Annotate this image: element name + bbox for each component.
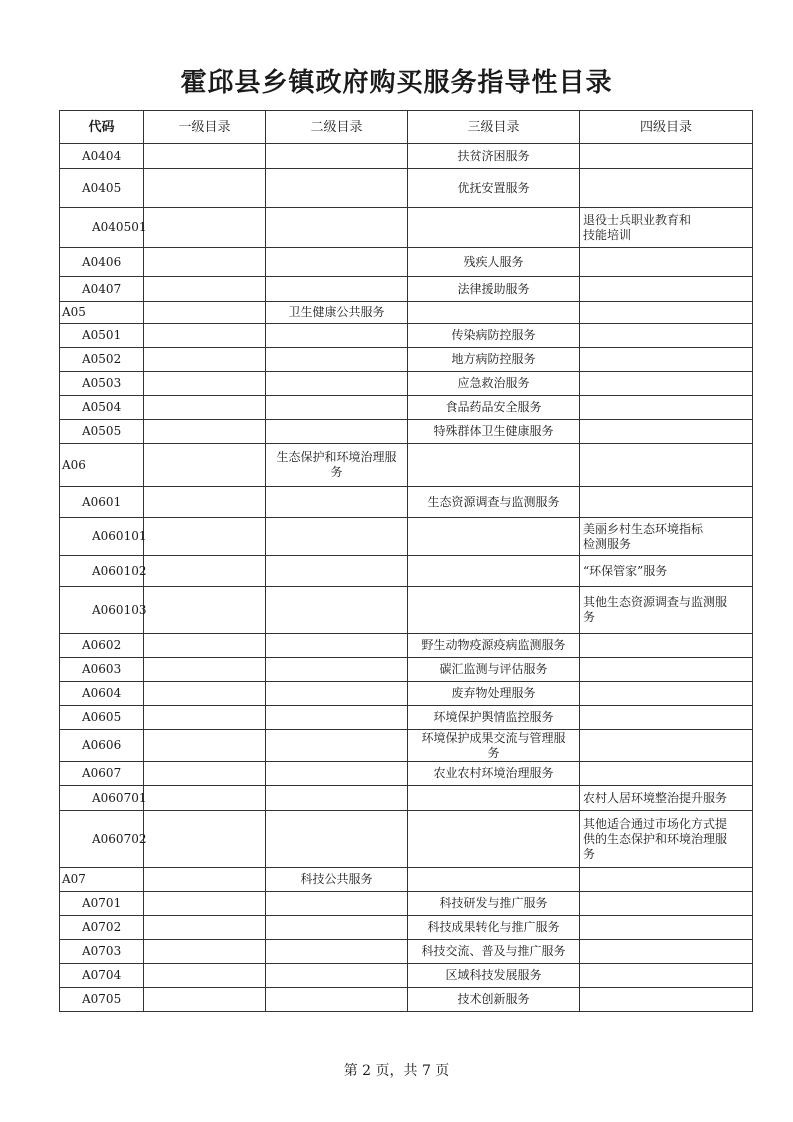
code-cell: A060702 bbox=[60, 811, 144, 868]
level4-cell bbox=[580, 444, 753, 487]
level3-cell: 科技成果转化与推广服务 bbox=[408, 916, 580, 940]
level2-cell bbox=[266, 396, 408, 420]
level3-cell: 环境保护舆情监控服务 bbox=[408, 706, 580, 730]
level2-cell bbox=[266, 144, 408, 169]
code-cell: A0702 bbox=[60, 916, 144, 940]
code-cell: A0405 bbox=[60, 169, 144, 208]
level4-cell bbox=[580, 396, 753, 420]
table-row bbox=[60, 248, 753, 277]
table-row bbox=[60, 811, 753, 868]
level4-cell bbox=[580, 730, 753, 762]
level4-cell bbox=[580, 706, 753, 730]
level1-cell bbox=[144, 248, 266, 277]
level1-cell bbox=[144, 706, 266, 730]
level3-cell bbox=[408, 811, 580, 868]
level4-cell bbox=[580, 302, 753, 324]
code-cell: A0406 bbox=[60, 248, 144, 277]
level4-cell bbox=[580, 348, 753, 372]
level4-cell bbox=[580, 634, 753, 658]
level3-cell: 废弃物处理服务 bbox=[408, 682, 580, 706]
level1-cell bbox=[144, 487, 266, 518]
level1-cell bbox=[144, 208, 266, 248]
table-row bbox=[60, 682, 753, 706]
table-header-row bbox=[60, 111, 753, 144]
level3-cell bbox=[408, 556, 580, 587]
table-row bbox=[60, 372, 753, 396]
table-row bbox=[60, 988, 753, 1012]
code-cell: A0503 bbox=[60, 372, 144, 396]
level2-cell bbox=[266, 487, 408, 518]
level3-cell: 科技研发与推广服务 bbox=[408, 892, 580, 916]
level2-cell bbox=[266, 762, 408, 786]
level4-cell bbox=[580, 762, 753, 786]
header-level4: 四级目录 bbox=[580, 111, 753, 144]
code-cell: A0404 bbox=[60, 144, 144, 169]
level1-cell bbox=[144, 302, 266, 324]
level1-cell bbox=[144, 811, 266, 868]
table-row bbox=[60, 706, 753, 730]
table-row bbox=[60, 302, 753, 324]
level2-cell bbox=[266, 324, 408, 348]
level4-cell bbox=[580, 868, 753, 892]
level2-cell bbox=[266, 277, 408, 302]
level1-cell bbox=[144, 518, 266, 556]
level2-cell bbox=[266, 786, 408, 811]
table-row bbox=[60, 634, 753, 658]
table-row bbox=[60, 916, 753, 940]
level1-cell bbox=[144, 556, 266, 587]
level3-cell: 农业农村环境治理服务 bbox=[408, 762, 580, 786]
header-level1: 一级目录 bbox=[144, 111, 266, 144]
table-row bbox=[60, 396, 753, 420]
level3-cell: 生态资源调查与监测服务 bbox=[408, 487, 580, 518]
code-cell: A07 bbox=[60, 868, 144, 892]
level1-cell bbox=[144, 396, 266, 420]
level2-cell: 卫生健康公共服务 bbox=[266, 302, 408, 324]
level3-cell: 碳汇监测与评估服务 bbox=[408, 658, 580, 682]
level1-cell bbox=[144, 277, 266, 302]
level2-cell: 生态保护和环境治理服 务 bbox=[266, 444, 408, 487]
level3-cell: 扶贫济困服务 bbox=[408, 144, 580, 169]
level2-cell bbox=[266, 811, 408, 868]
table-row bbox=[60, 208, 753, 248]
table-row bbox=[60, 762, 753, 786]
code-cell: A0501 bbox=[60, 324, 144, 348]
level3-cell bbox=[408, 302, 580, 324]
table-row bbox=[60, 144, 753, 169]
level4-cell: 退役士兵职业教育和 技能培训 bbox=[580, 208, 753, 248]
code-cell: A0606 bbox=[60, 730, 144, 762]
code-cell: A0502 bbox=[60, 348, 144, 372]
level1-cell bbox=[144, 916, 266, 940]
code-cell: A0602 bbox=[60, 634, 144, 658]
catalog-table bbox=[59, 110, 753, 1012]
level2-cell bbox=[266, 372, 408, 396]
level4-cell: 农村人居环境整治提升服务 bbox=[580, 786, 753, 811]
level2-cell bbox=[266, 169, 408, 208]
header-level2: 二级目录 bbox=[266, 111, 408, 144]
level3-cell bbox=[408, 587, 580, 634]
table-row bbox=[60, 964, 753, 988]
table-row bbox=[60, 587, 753, 634]
level2-cell bbox=[266, 587, 408, 634]
level2-cell bbox=[266, 556, 408, 587]
level3-cell: 食品药品安全服务 bbox=[408, 396, 580, 420]
code-cell: A0505 bbox=[60, 420, 144, 444]
code-cell: A0705 bbox=[60, 988, 144, 1012]
level3-cell bbox=[408, 444, 580, 487]
table-row bbox=[60, 348, 753, 372]
table-row bbox=[60, 518, 753, 556]
level3-cell: 法律援助服务 bbox=[408, 277, 580, 302]
level2-cell bbox=[266, 988, 408, 1012]
level4-cell: “环保管家”服务 bbox=[580, 556, 753, 587]
code-cell: A0603 bbox=[60, 658, 144, 682]
level4-cell bbox=[580, 372, 753, 396]
level3-cell: 环境保护成果交流与管理服 务 bbox=[408, 730, 580, 762]
code-cell: A0607 bbox=[60, 762, 144, 786]
level3-cell: 区域科技发展服务 bbox=[408, 964, 580, 988]
code-cell: A0704 bbox=[60, 964, 144, 988]
code-cell: A0604 bbox=[60, 682, 144, 706]
level4-cell bbox=[580, 916, 753, 940]
level2-cell bbox=[266, 658, 408, 682]
header-level3: 三级目录 bbox=[408, 111, 580, 144]
level3-cell: 特殊群体卫生健康服务 bbox=[408, 420, 580, 444]
level4-cell: 其他生态资源调查与监测服 务 bbox=[580, 587, 753, 634]
level4-cell bbox=[580, 964, 753, 988]
level4-cell: 美丽乡村生态环境指标 检测服务 bbox=[580, 518, 753, 556]
level1-cell bbox=[144, 587, 266, 634]
level3-cell: 传染病防控服务 bbox=[408, 324, 580, 348]
level2-cell bbox=[266, 682, 408, 706]
level4-cell bbox=[580, 248, 753, 277]
table-row bbox=[60, 868, 753, 892]
level1-cell bbox=[144, 658, 266, 682]
level1-cell bbox=[144, 372, 266, 396]
level1-cell bbox=[144, 964, 266, 988]
level4-cell bbox=[580, 324, 753, 348]
level3-cell: 科技交流、普及与推广服务 bbox=[408, 940, 580, 964]
table-row bbox=[60, 786, 753, 811]
level1-cell bbox=[144, 420, 266, 444]
code-cell: A040501 bbox=[60, 208, 144, 248]
table-row bbox=[60, 169, 753, 208]
level4-cell bbox=[580, 277, 753, 302]
level2-cell bbox=[266, 940, 408, 964]
level2-cell bbox=[266, 518, 408, 556]
level1-cell bbox=[144, 940, 266, 964]
code-cell: A060101 bbox=[60, 518, 144, 556]
level4-cell bbox=[580, 682, 753, 706]
level3-cell: 地方病防控服务 bbox=[408, 348, 580, 372]
level4-cell bbox=[580, 892, 753, 916]
level2-cell bbox=[266, 634, 408, 658]
level4-cell bbox=[580, 169, 753, 208]
level2-cell bbox=[266, 420, 408, 444]
code-cell: A0703 bbox=[60, 940, 144, 964]
table-row bbox=[60, 324, 753, 348]
level3-cell bbox=[408, 786, 580, 811]
code-cell: A0504 bbox=[60, 396, 144, 420]
level2-cell bbox=[266, 916, 408, 940]
level3-cell: 应急救治服务 bbox=[408, 372, 580, 396]
table-row bbox=[60, 940, 753, 964]
level3-cell bbox=[408, 518, 580, 556]
level1-cell bbox=[144, 730, 266, 762]
level1-cell bbox=[144, 988, 266, 1012]
level1-cell bbox=[144, 682, 266, 706]
page-title: 霍邱县乡镇政府购买服务指导性目录 bbox=[180, 68, 613, 98]
level4-cell bbox=[580, 940, 753, 964]
level4-cell bbox=[580, 144, 753, 169]
level1-cell bbox=[144, 786, 266, 811]
level1-cell bbox=[144, 892, 266, 916]
level1-cell bbox=[144, 868, 266, 892]
level2-cell bbox=[266, 248, 408, 277]
table-row bbox=[60, 892, 753, 916]
level4-cell bbox=[580, 658, 753, 682]
code-cell: A060103 bbox=[60, 587, 144, 634]
code-cell: A0701 bbox=[60, 892, 144, 916]
code-cell: A0605 bbox=[60, 706, 144, 730]
code-cell: A060102 bbox=[60, 556, 144, 587]
level4-cell bbox=[580, 420, 753, 444]
level2-cell bbox=[266, 706, 408, 730]
level4-cell bbox=[580, 988, 753, 1012]
level2-cell bbox=[266, 730, 408, 762]
level3-cell bbox=[408, 208, 580, 248]
level1-cell bbox=[144, 348, 266, 372]
code-cell: A0601 bbox=[60, 487, 144, 518]
level1-cell bbox=[144, 324, 266, 348]
level3-cell: 野生动物疫源疫病监测服务 bbox=[408, 634, 580, 658]
code-cell: A06 bbox=[60, 444, 144, 487]
level2-cell: 科技公共服务 bbox=[266, 868, 408, 892]
table-row bbox=[60, 730, 753, 762]
level2-cell bbox=[266, 892, 408, 916]
table-body bbox=[60, 144, 753, 1012]
level1-cell bbox=[144, 762, 266, 786]
level3-cell: 优抚安置服务 bbox=[408, 169, 580, 208]
level1-cell bbox=[144, 634, 266, 658]
code-cell: A0407 bbox=[60, 277, 144, 302]
page-footer: 第 2 页，共 7 页 bbox=[343, 1063, 450, 1079]
header-code: 代码 bbox=[60, 111, 144, 144]
level1-cell bbox=[144, 444, 266, 487]
table-row bbox=[60, 556, 753, 587]
level3-cell bbox=[408, 868, 580, 892]
table-row bbox=[60, 487, 753, 518]
table-row bbox=[60, 277, 753, 302]
level2-cell bbox=[266, 208, 408, 248]
level3-cell: 技术创新服务 bbox=[408, 988, 580, 1012]
table-row bbox=[60, 444, 753, 487]
level4-cell: 其他适合通过市场化方式提 供的生态保护和环境治理服 务 bbox=[580, 811, 753, 868]
level1-cell bbox=[144, 169, 266, 208]
code-cell: A060701 bbox=[60, 786, 144, 811]
level1-cell bbox=[144, 144, 266, 169]
level2-cell bbox=[266, 348, 408, 372]
level2-cell bbox=[266, 964, 408, 988]
code-cell: A05 bbox=[60, 302, 144, 324]
level3-cell: 残疾人服务 bbox=[408, 248, 580, 277]
level4-cell bbox=[580, 487, 753, 518]
table-row bbox=[60, 420, 753, 444]
table-row bbox=[60, 658, 753, 682]
